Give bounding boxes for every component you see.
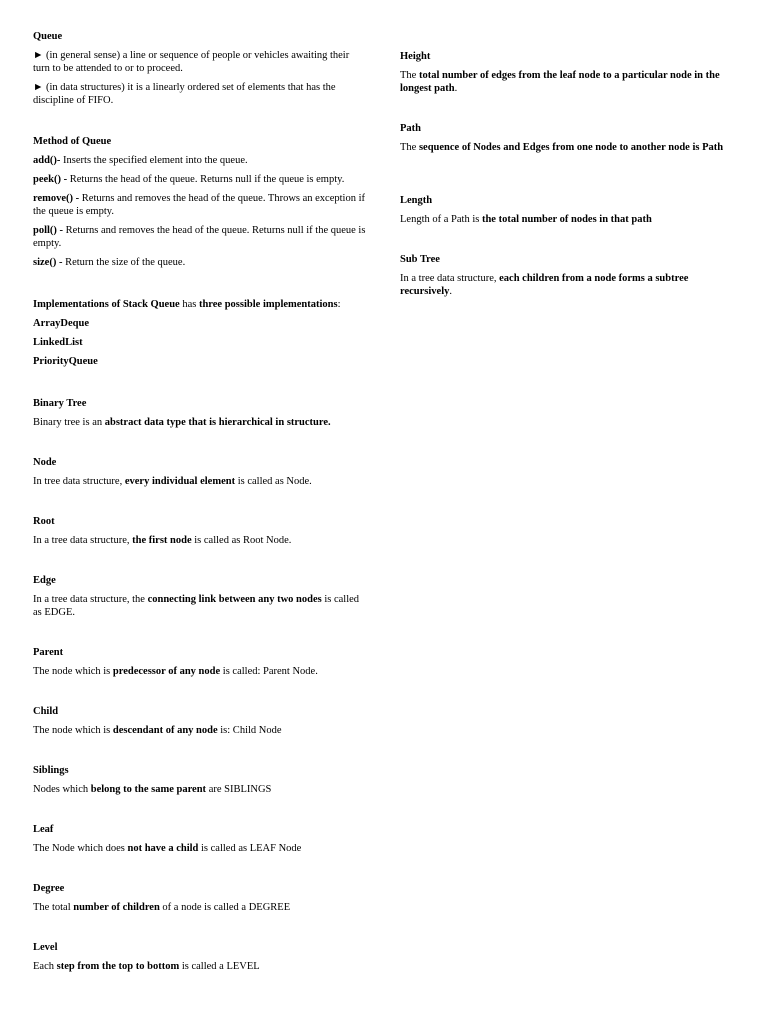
section-edge xyxy=(33,574,368,625)
text: The xyxy=(400,70,419,81)
section-heading: Sub Tree xyxy=(400,254,440,265)
text: ► (in data structures) it is a linearly ordered set of elements that has the discipline of FIFO. xyxy=(33,82,336,106)
bold-text: size() - xyxy=(33,257,63,268)
text: The total xyxy=(33,902,74,913)
bold-text: ArrayDeque xyxy=(33,318,89,329)
paragraph xyxy=(33,593,368,619)
text: In a tree data structure, the xyxy=(33,594,148,605)
bold-text: connecting link between any two nodes xyxy=(147,594,322,605)
bold-text: not have a child xyxy=(127,843,199,854)
text: Returns the head of the queue. Returns null if the queue is empty. xyxy=(67,174,345,185)
section-queue xyxy=(33,30,368,113)
section-level xyxy=(33,941,368,979)
section-binary-tree xyxy=(33,397,368,435)
text: are SIBLINGS xyxy=(206,784,272,795)
section-method-of-queue xyxy=(33,135,368,275)
text: has xyxy=(179,299,199,310)
paragraph xyxy=(400,141,740,154)
section-heading: Level xyxy=(33,942,58,953)
section-height xyxy=(400,50,740,101)
text: In a tree data structure, xyxy=(400,273,500,284)
text: Length of a Path is xyxy=(400,214,482,225)
section-implementations xyxy=(33,298,368,374)
paragraph xyxy=(33,960,368,973)
section-heading: Height xyxy=(400,51,431,62)
paragraph xyxy=(33,534,368,547)
paragraph xyxy=(33,842,368,855)
text: The node which is xyxy=(33,666,113,677)
paragraph xyxy=(400,272,740,298)
text: of a node is called a DEGREE xyxy=(159,902,291,913)
text: Nodes which xyxy=(33,784,91,795)
bold-text: add()- xyxy=(33,155,61,166)
bold-text: each children from a node forms a subtree recursively xyxy=(400,273,689,297)
bold-text: every individual element xyxy=(124,476,236,487)
bold-text: remove() - xyxy=(33,193,80,204)
paragraph xyxy=(400,69,740,95)
bold-text: the total number of nodes in that path xyxy=(481,214,652,225)
section-heading: Path xyxy=(400,123,421,134)
paragraph xyxy=(33,154,368,167)
text: is called a LEVEL xyxy=(179,961,260,972)
section-degree xyxy=(33,882,368,920)
section-length xyxy=(400,194,740,232)
text: is called as Node. xyxy=(235,476,312,487)
section-path xyxy=(400,122,740,160)
paragraph xyxy=(33,901,368,914)
section-heading: Edge xyxy=(33,575,56,586)
text: In tree data structure, xyxy=(33,476,125,487)
paragraph xyxy=(33,317,368,330)
text: is called as Root Node. xyxy=(191,535,292,546)
text: In a tree data structure, xyxy=(33,535,133,546)
text: The node which is xyxy=(33,725,113,736)
paragraph xyxy=(33,192,368,218)
section-heading: Queue xyxy=(33,31,63,42)
text: Return the size of the queue. xyxy=(62,257,186,268)
section-heading: Parent xyxy=(33,647,64,658)
text: Each xyxy=(33,961,57,972)
paragraph xyxy=(33,475,368,488)
paragraph xyxy=(33,783,368,796)
section-heading: Root xyxy=(33,516,55,527)
bold-text: peek() - xyxy=(33,174,68,185)
bold-text: step from the top to bottom xyxy=(56,961,180,972)
bold-text: sequence of Nodes and Edges from one node to another node is Path xyxy=(418,142,724,153)
section-heading: Method of Queue xyxy=(33,136,112,147)
text: is called as LEAF Node xyxy=(198,843,302,854)
text: The Node which does xyxy=(33,843,128,854)
text: Returns and removes the head of the queue. Returns null if the queue is empty. xyxy=(33,225,366,249)
paragraph xyxy=(33,81,368,107)
paragraph xyxy=(400,213,740,226)
section-heading: Length xyxy=(400,195,433,206)
text: : xyxy=(337,299,341,310)
text: . xyxy=(454,83,458,94)
section-parent xyxy=(33,646,368,684)
paragraph xyxy=(33,724,368,737)
paragraph xyxy=(33,416,368,429)
section-heading: Node xyxy=(33,457,57,468)
paragraph xyxy=(33,224,368,250)
bold-text: Implementations of Stack Queue xyxy=(33,299,180,310)
paragraph xyxy=(33,355,368,368)
text: Inserts the specified element into the queue. xyxy=(60,155,248,166)
text: is called as EDGE. xyxy=(33,594,360,618)
text: ► (in general sense) a line or sequence of people or vehicles awaiting their turn to be attended to or to proceed. xyxy=(33,50,350,74)
paragraph xyxy=(33,665,368,678)
paragraph xyxy=(33,298,368,311)
section-heading: Binary Tree xyxy=(33,398,87,409)
text: Binary tree is an xyxy=(33,417,105,428)
section-heading: Child xyxy=(33,706,59,717)
bold-text: number of children xyxy=(73,902,160,913)
paragraph xyxy=(33,336,368,349)
section-root xyxy=(33,515,368,553)
paragraph xyxy=(33,256,368,269)
text: The xyxy=(400,142,419,153)
text: Returns and removes the head of the queue. Throws an exception if the queue is empty. xyxy=(33,193,365,217)
bold-text: abstract data type that is hierarchical in structure. xyxy=(104,417,331,428)
section-node xyxy=(33,456,368,494)
text: . xyxy=(449,286,452,297)
bold-text: the first node xyxy=(132,535,192,546)
section-heading: Degree xyxy=(33,883,65,894)
paragraph xyxy=(33,49,368,75)
bold-text: belong to the same parent xyxy=(90,784,207,795)
section-sub-tree xyxy=(400,253,740,304)
section-child xyxy=(33,705,368,743)
bold-text: PriorityQueue xyxy=(33,356,98,367)
paragraph xyxy=(33,173,368,186)
bold-text: descendant of any node xyxy=(112,725,218,736)
bold-text: LinkedList xyxy=(33,337,83,348)
bold-text: three possible implementations xyxy=(198,299,338,310)
text: is called: Parent Node. xyxy=(220,666,318,677)
bold-text: total number of edges from the leaf node to a particular node in the longest path xyxy=(400,70,720,94)
section-heading: Siblings xyxy=(33,765,69,776)
section-siblings xyxy=(33,764,368,802)
bold-text: poll() - xyxy=(33,225,64,236)
text: is: Child Node xyxy=(217,725,282,736)
section-leaf xyxy=(33,823,368,861)
bold-text: predecessor of any node xyxy=(112,666,221,677)
section-heading: Leaf xyxy=(33,824,54,835)
